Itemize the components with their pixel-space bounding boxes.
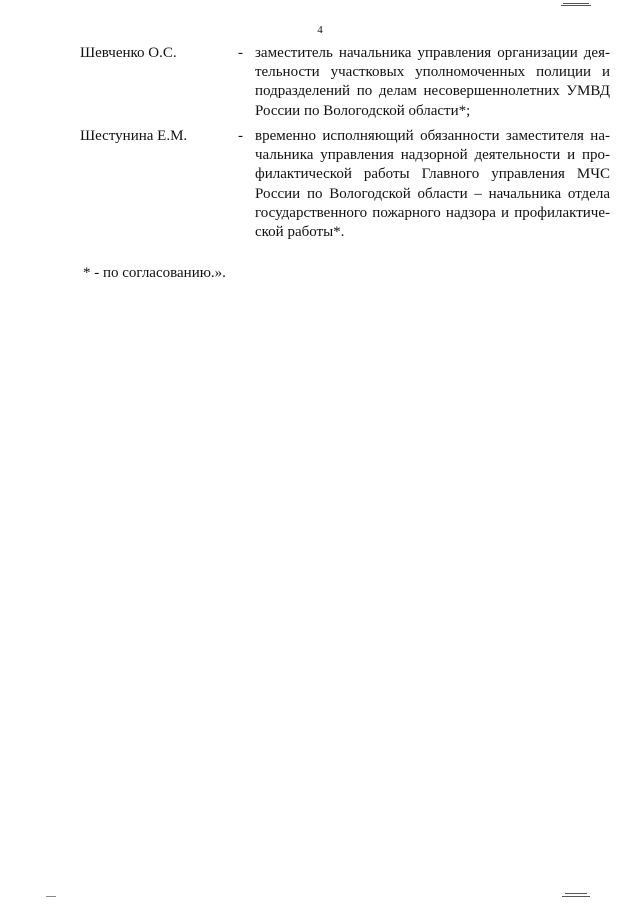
entry-dash: - (238, 128, 243, 144)
scan-artifact-bottom (562, 896, 590, 897)
footnote: * - по согласованию.». (83, 265, 226, 281)
member-position: заместитель начальника управления организации деятельности участковых уполномоченных полиции и подразделений по делам несовершеннолетних УМВД России по Вологодской области*; (255, 45, 610, 119)
scan-artifact-bottom (565, 893, 587, 894)
member-position: временно исполняющий обязанности заместителя начальника управления надзорной деятельности и профилактической работы Главного управления МЧС России по Вологодской области – начальника отдела государственного пожарного надзора и профилактической работы*. (255, 128, 610, 241)
page-number: 4 (317, 24, 323, 36)
member-name: Шевченко О.С. (80, 45, 177, 61)
scan-artifact-top (561, 5, 591, 6)
entry-dash: - (238, 45, 243, 61)
scan-artifact-top (563, 3, 589, 4)
scan-artifact-bottom (46, 896, 56, 897)
member-name: Шестунина Е.М. (80, 128, 188, 144)
